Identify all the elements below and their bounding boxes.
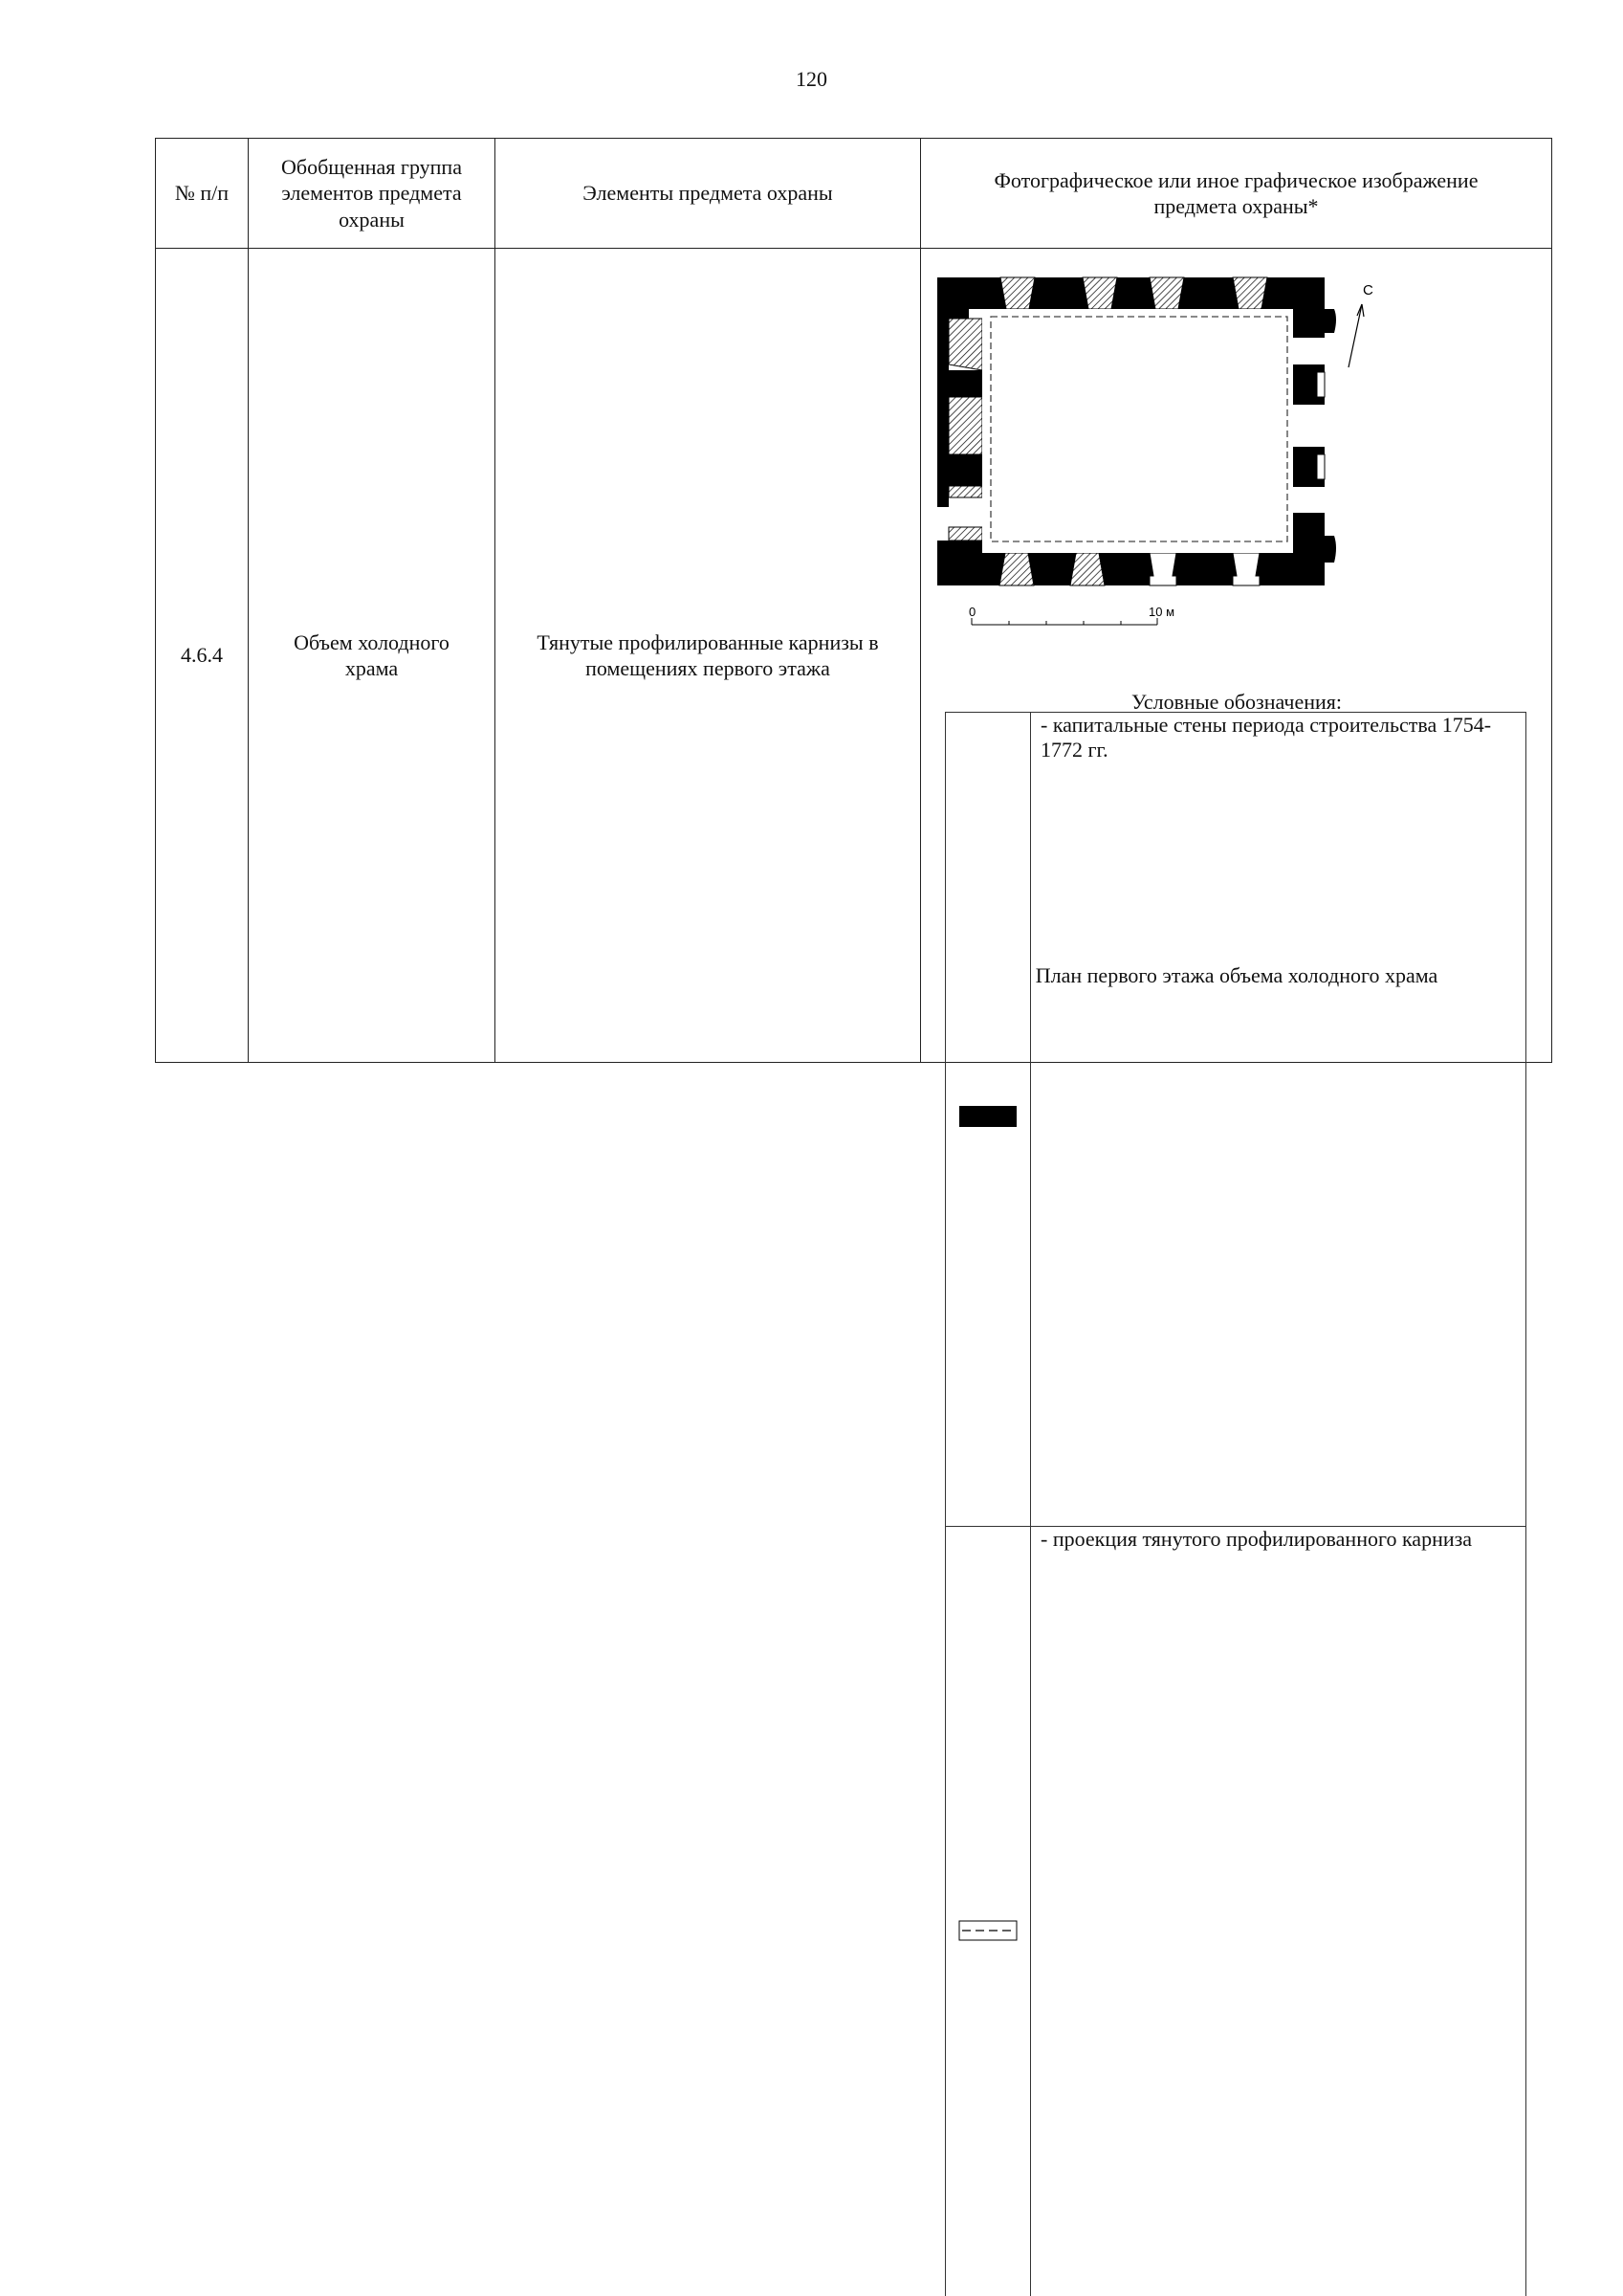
- inner-room: [982, 309, 1293, 553]
- header-group: Обобщенная группа элементов предмета охраны: [249, 139, 495, 249]
- legend-symbol-dashed: [946, 1527, 1031, 2296]
- row-number: 4.6.4: [156, 249, 249, 1063]
- legend-text: - капитальные стены периода строительства 1754-1772 гг.: [1031, 713, 1526, 1527]
- row-group: Объем холодного храма: [249, 249, 495, 1063]
- table-row: [156, 249, 1552, 1063]
- protection-table: [155, 138, 1552, 1063]
- page-number: 120: [0, 67, 1623, 92]
- legend-row: [946, 713, 1526, 1527]
- legend-table: [945, 712, 1526, 2296]
- legend-row: [946, 1527, 1526, 2296]
- north-arrow-icon: [1349, 282, 1373, 367]
- scale-bar: [969, 605, 1174, 625]
- header-image: Фотографическое или иное графическое изображение предмета охраны*: [921, 139, 1552, 249]
- header-number: № п/п: [156, 139, 249, 249]
- north-label: С: [1363, 282, 1373, 298]
- legend-symbol-solid: [946, 713, 1031, 1527]
- plan-caption: План первого этажа объема холодного храма: [921, 962, 1552, 989]
- legend-text: - проекция тянутого профилированного карниза: [1031, 1527, 1526, 2296]
- table-header-row: [156, 139, 1552, 249]
- floor-plan-drawing: [921, 249, 1552, 670]
- row-image: [921, 249, 1552, 1063]
- row-elements: Тянутые профилированные карнизы в помещениях первого этажа: [495, 249, 921, 1063]
- scale-start: 0: [969, 605, 976, 619]
- legend-title: Условные обозначения:: [921, 689, 1552, 716]
- header-elements: Элементы предмета охраны: [495, 139, 921, 249]
- scale-end: 10 м: [1149, 605, 1174, 619]
